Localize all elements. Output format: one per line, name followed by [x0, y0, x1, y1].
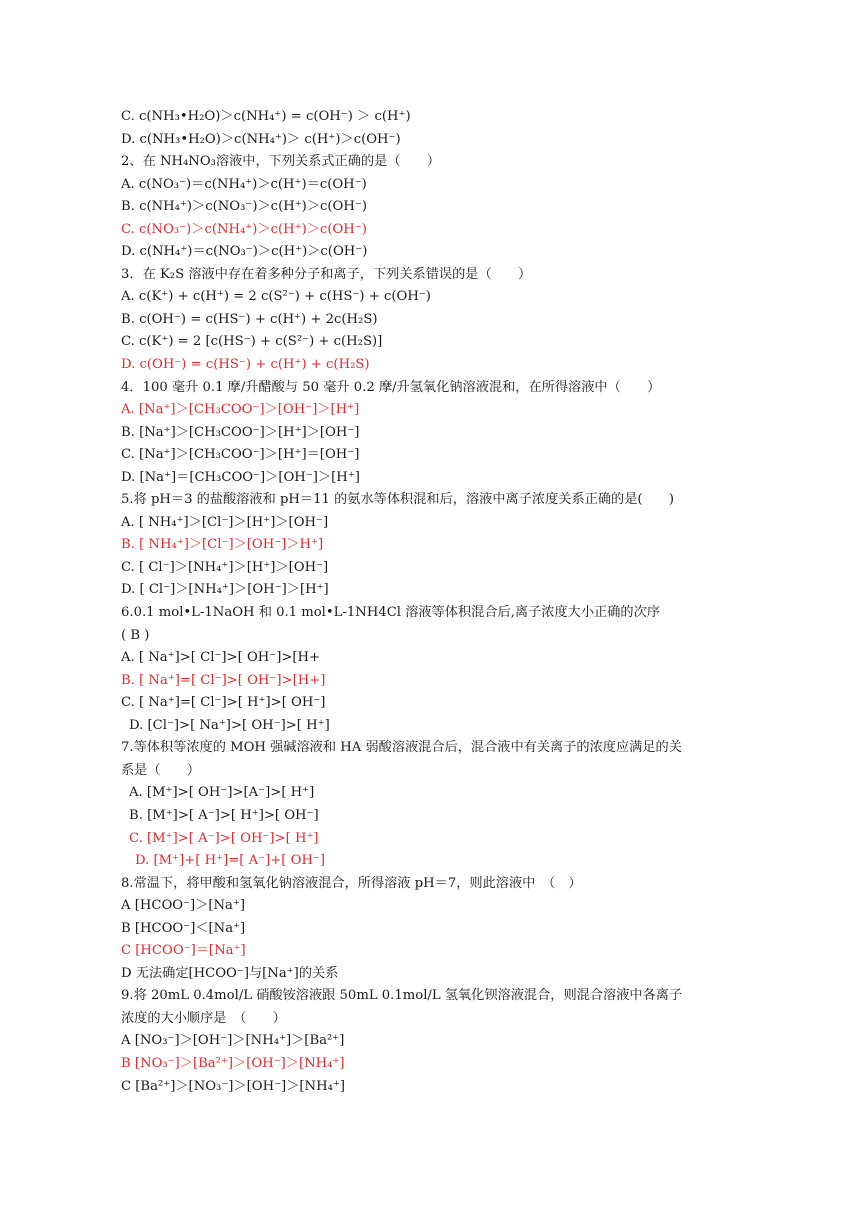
text-line: 6.0.1 mol•L-1NaOH 和 0.1 mol•L-1NH4Cl 溶液等体积混合后,离子浓度大小正确的次序	[121, 605, 660, 621]
text-line: A. c(K⁺) + c(H⁺) = 2 c(S²⁻) + c(HS⁻) + c(OH⁻)	[121, 289, 431, 305]
text-line: C. c(NH₃•H₂O)＞c(NH₄⁺) = c(OH⁻) ＞ c(H⁺)	[121, 109, 411, 124]
text-line: 系是（ ）	[121, 762, 201, 778]
text-line: 2、在 NH₄NO₃溶液中，下列关系式正确的是（ ）	[121, 154, 441, 170]
document-body	[121, 106, 751, 1098]
text-line: ( B )	[121, 627, 150, 643]
answer-line: C [HCOO⁻]＝[Na⁺]	[121, 943, 246, 959]
text-line: A [NO₃⁻]＞[OH⁻]＞[NH₄⁺]＞[Ba²⁺]	[121, 1033, 345, 1049]
text-line: B. [M⁺]>[ A⁻]>[ H⁺]>[ OH⁻]	[129, 807, 319, 823]
text-line: B. c(NH₄⁺)＞c(NO₃⁻)＞c(H⁺)＞c(OH⁻)	[121, 199, 367, 215]
answer-line: B [NO₃⁻]＞[Ba²⁺]＞[OH⁻]＞[NH₄⁺]	[121, 1055, 345, 1071]
text-line: C. c(K⁺) = 2 [c(HS⁻) + c(S²⁻) + c(H₂S)]	[121, 334, 383, 350]
text-line: 5.将 pH＝3 的盐酸溶液和 pH＝11 的氨水等体积混和后，溶液中离子浓度关系正确的是( )	[121, 492, 675, 508]
text-line: 7.等体积等浓度的 MOH 强碱溶液和 HA 弱酸溶液混合后，混合液中有关离子的浓度应满足的关	[121, 740, 682, 756]
text-line: 9.将 20mL 0.4mol/L 硝酸铵溶液跟 50mL 0.1mol/L 氢氧化钡溶液混合，则混合溶液中各离子	[121, 988, 683, 1004]
text-line: D. c(NH₄⁺)＝c(NO₃⁻)＞c(H⁺)＞c(OH⁻)	[121, 244, 368, 260]
text-line: 浓度的大小顺序是 （ ）	[121, 1010, 286, 1026]
text-line: C. [ Na⁺]=[ Cl⁻]>[ H⁺]>[ OH⁻]	[121, 695, 326, 711]
text-line: A. c(NO₃⁻)＝c(NH₄⁺)＞c(H⁺)＝c(OH⁻)	[121, 176, 367, 192]
text-line: D. c(NH₃•H₂O)＞c(NH₄⁺)＞ c(H⁺)＞c(OH⁻)	[121, 131, 401, 147]
answer-line: A. [Na⁺]＞[CH₃COO⁻]＞[OH⁻]＞[H⁺]	[121, 402, 360, 418]
text-line: B. [Na⁺]＞[CH₃COO⁻]＞[H⁺]＞[OH⁻]	[121, 424, 360, 440]
answer-line: D. c(OH⁻) = c(HS⁻) + c(H⁺) + c(H₂S)	[121, 357, 370, 373]
text-line: C. [Na⁺]＞[CH₃COO⁻]＞[H⁺]＝[OH⁻]	[121, 447, 360, 463]
answer-line: C. c(NO₃⁻)＞c(NH₄⁺)＞c(H⁺)＞c(OH⁻)	[121, 221, 367, 237]
text-line: 4．100 毫升 0.1 摩/升醋酸与 50 毫升 0.2 摩/升氢氧化钠溶液混和，在所得溶液中（ ）	[121, 379, 661, 395]
text-line: D 无法确定[HCOO⁻]与[Na⁺]的关系	[121, 965, 339, 981]
answer-line: D. [M⁺]+[ H⁺]=[ A⁻]+[ OH⁻]	[135, 853, 326, 869]
text-line: A. [M⁺]>[ OH⁻]>[A⁻]>[ H⁺]	[129, 785, 315, 801]
answer-line: B. [ NH₄⁺]＞[Cl⁻]＞[OH⁻]＞H⁺]	[121, 537, 324, 553]
text-line: 3．在 K₂S 溶液中存在着多种分子和离子，下列关系错误的是（ ）	[121, 266, 532, 282]
answer-line: C. [M⁺]>[ A⁻]>[ OH⁻]>[ H⁺]	[129, 830, 319, 846]
text-line: A. [ Na⁺]>[ Cl⁻]>[ OH⁻]>[H+	[121, 650, 321, 666]
text-line: C [Ba²⁺]＞[NO₃⁻]＞[OH⁻]＞[NH₄⁺]	[121, 1078, 345, 1094]
text-line: 8.常温下，将甲酸和氢氧化钠溶液混合，所得溶液 pH＝7，则此溶液中 （ ）	[121, 875, 582, 891]
answer-line: B. [ Na⁺]=[ Cl⁻]>[ OH⁻]>[H+]	[121, 672, 326, 688]
text-line: B. c(OH⁻) = c(HS⁻) + c(H⁺) + 2c(H₂S)	[121, 311, 378, 327]
text-line: B [HCOO⁻]＜[Na⁺]	[121, 920, 246, 936]
text-line: D. [Cl⁻]>[ Na⁺]>[ OH⁻]>[ H⁺]	[129, 717, 330, 733]
text-line: C. [ Cl⁻]＞[NH₄⁺]＞[H⁺]＞[OH⁻]	[121, 559, 329, 575]
text-line: D. [Na⁺]＝[CH₃COO⁻]＞[OH⁻]＞[H⁺]	[121, 469, 360, 485]
text-line: D. [ Cl⁻]＞[NH₄⁺]＞[OH⁻]＞[H⁺]	[121, 582, 329, 598]
text-line: A [HCOO⁻]＞[Na⁺]	[121, 898, 246, 914]
text-line: A. [ NH₄⁺]＞[Cl⁻]＞[H⁺]＞[OH⁻]	[121, 514, 329, 530]
